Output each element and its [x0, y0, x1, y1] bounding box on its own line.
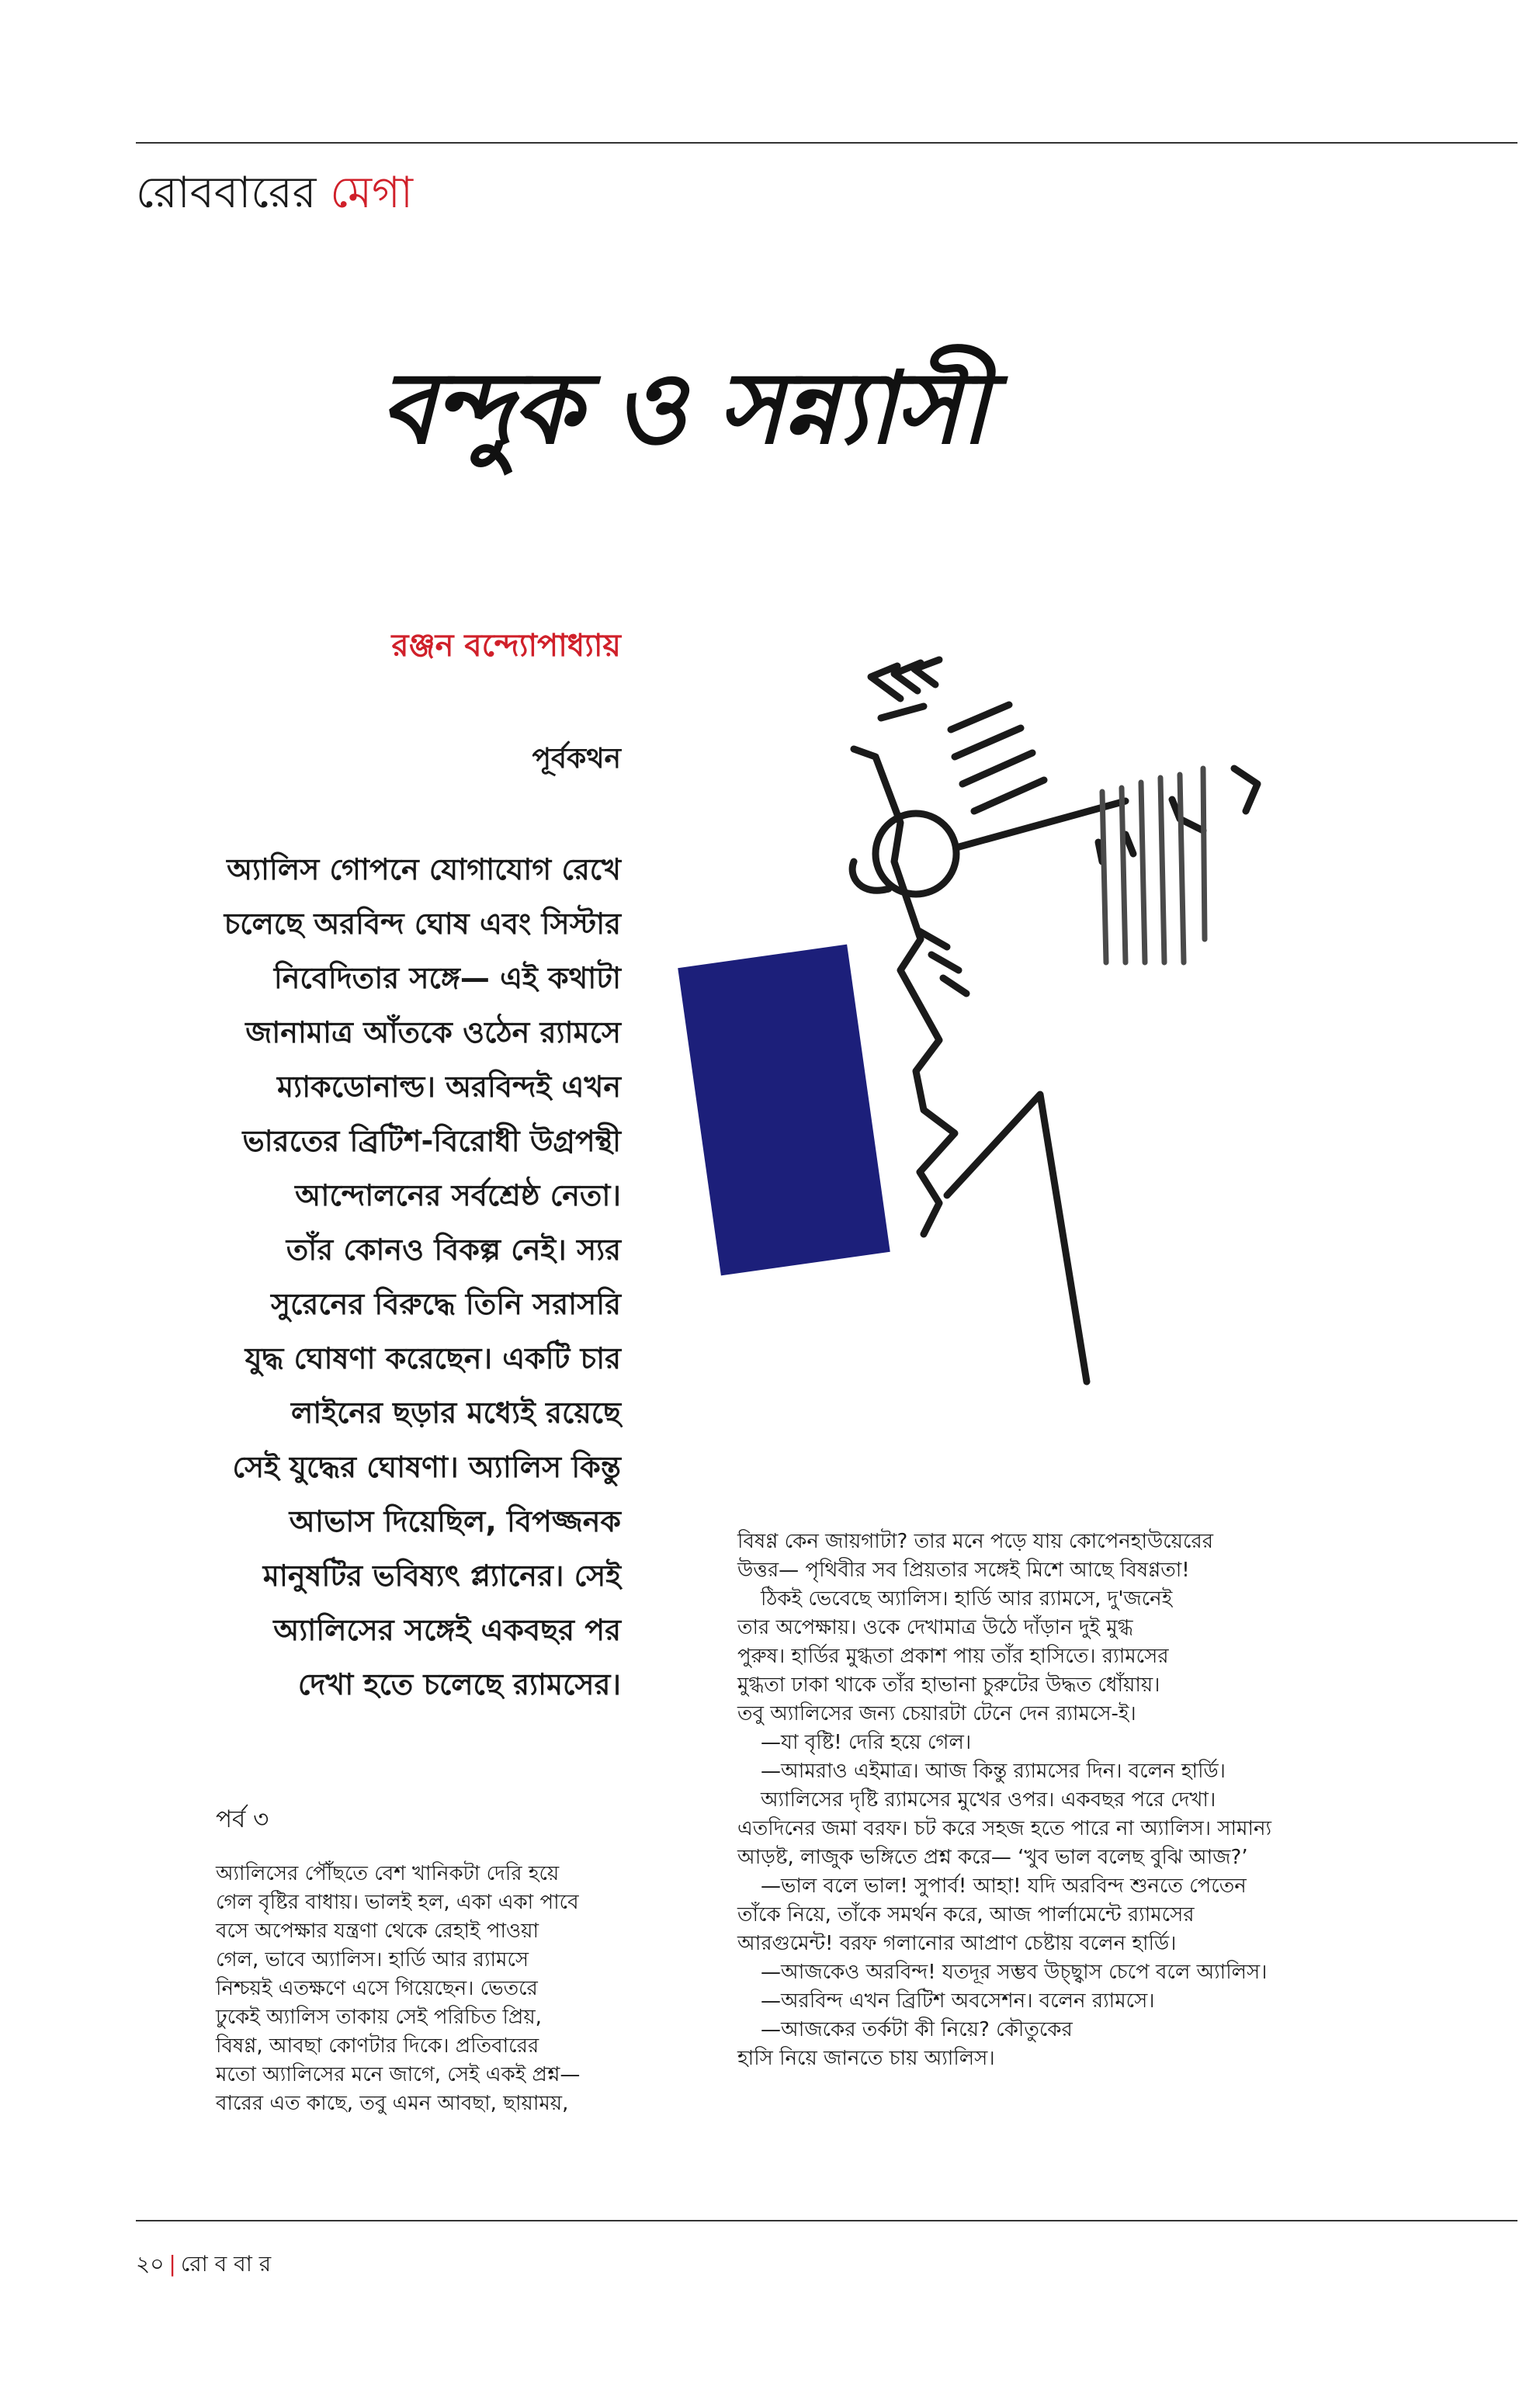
- body-line: তাঁকে নিয়ে, তাঁকে সমর্থন করে, আজ পার্লামেন্টে র‍্যামসের: [737, 1903, 1195, 1927]
- prologue-line: আভাস দিয়েছিল, বিপজ্জনক: [289, 1504, 621, 1538]
- right-column: [737, 1528, 1389, 2073]
- illustration: [668, 598, 1444, 1413]
- mustache-strokes: [920, 931, 966, 994]
- body-line: উত্তর— পৃথিবীর সব প্রিয়তার সঙ্গেই মিশে আছে বিষণ্ণতা!: [737, 1559, 1190, 1582]
- footer-separator: |: [168, 2251, 176, 2277]
- episode-label: পর্ব ৩: [216, 1805, 269, 1833]
- body-line: অ্যালিসের পৌঁছতে বেশ খানিকটা দেরি হয়ে: [216, 1862, 560, 1885]
- body-line: আড়ষ্ট, লাজুক ভঙ্গিতে প্রশ্ন করে— ‘খুব ভাল বলেছ বুঝি আজ?’: [737, 1846, 1248, 1869]
- body-line: হাসি নিয়ে জানতে চায় অ্যালিস।: [737, 2047, 995, 2070]
- body-line: —আমরাও এইমাত্র। আজ কিন্তু র‍্যামসের দিন। বলেন হার্ডি।: [761, 1760, 1226, 1783]
- section-prefix: রোববারের: [136, 168, 317, 218]
- prologue-line: অ্যালিসের সঙ্গেই একবছর পর: [273, 1613, 621, 1647]
- body-line: পুরুষ। হার্ডির মুগ্ধতা প্রকাশ পায় তাঁর হাসিতে। র‍্যামসের: [737, 1645, 1169, 1668]
- story-title: বন্দুক ও সন্ন্যাসী: [380, 351, 987, 466]
- prologue-line: চলেছে অরবিন্দ ঘোষ এবং সিস্টার: [224, 907, 621, 941]
- body-line: গেল বৃষ্টির বাধায়। ভালই হল, একা একা পাবে: [216, 1891, 579, 1914]
- top-rule: [136, 142, 1517, 144]
- body-line: আরগুমেন্ট! বরফ গলানোর আপ্রাণ চেষ্টায় বলেন হার্ডি।: [737, 1932, 1177, 1955]
- prologue-line: নিবেদিতার সঙ্গে— এই কথাটা: [273, 961, 621, 995]
- prologue-label: পূর্বকথন: [532, 743, 621, 775]
- body-line: বিষণ্ণ, আবছা কোণটার দিকে। প্রতিবারের: [216, 2034, 539, 2058]
- collar-line: [947, 1094, 1087, 1382]
- body-line: বারের এত কাছে, তবু এমন আবছা, ছায়াময়,: [216, 2092, 569, 2115]
- shading-hatch: [1102, 768, 1205, 962]
- body-line: মতো অ্যালিসের মনে জাগে, সেই একই প্রশ্ন—: [216, 2063, 581, 2086]
- body-line: —ভাল বলে ভাল! সুপার্ব! আহা! যদি অরবিন্দ শুনতে পেতেন: [761, 1875, 1247, 1898]
- bottom-rule: [136, 2220, 1517, 2221]
- detail-strokes: [1234, 768, 1257, 811]
- author-name: রঞ্জন বন্দ্যোপাধ্যায়: [391, 628, 621, 664]
- hair-stroke: [881, 706, 924, 718]
- body-line: গেল, ভাবে অ্যালিস। হার্ডি আর র‍্যামসে: [216, 1948, 529, 1972]
- blue-block: [678, 945, 890, 1276]
- section-title: [136, 166, 413, 220]
- body-line: —আজকেও অরবিন্দ! যতদূর সম্ভব উচ্ছ্বাস চেপে বলে অ্যালিস।: [761, 1961, 1268, 1984]
- body-line: এতদিনের জমা বরফ। চট করে সহজ হতে পারে না অ্যালিস। সামান্য: [737, 1817, 1272, 1840]
- body-line: মুগ্ধতা ঢাকা থাকে তাঁর হাভানা চুরুটের উদ্ধত ধোঁয়ায়।: [737, 1673, 1160, 1697]
- body-line: তার অপেক্ষায়। ওকে দেখামাত্র উঠে দাঁড়ান দুই মুগ্ধ: [737, 1616, 1133, 1639]
- prologue-line: লাইনের ছড়ার মধ্যেই রয়েছে: [290, 1396, 621, 1430]
- left-column: [216, 1860, 697, 2118]
- prologue-line: অ্যালিস গোপনে যোগাযোগ রেখে: [227, 852, 621, 886]
- prologue-line: তাঁর কোনও বিকল্প নেই। স্যর: [286, 1233, 621, 1267]
- prologue-line: সেই যুদ্ধের ঘোষণা। অ্যালিস কিন্তু: [232, 1450, 621, 1484]
- page-footer: [136, 2247, 271, 2284]
- prologue-line: যুদ্ধ ঘোষণা করেছেন। একটি চার: [245, 1341, 621, 1375]
- prologue-line: মানুষটির ভবিষ্যৎ প্ল্যানের। সেই: [262, 1559, 621, 1593]
- prologue-line: ম্যাকডোনাল্ড। অরবিন্দই এখন: [276, 1070, 621, 1104]
- prologue-line: দেখা হতে চলেছে র‍্যামসের।: [297, 1667, 621, 1701]
- prologue-line: জানামাত্র আঁতকে ওঠেন র‍্যামসে: [245, 1015, 621, 1049]
- body-line: —অরবিন্দ এখন ব্রিটিশ অবসেশন। বলেন র‍্যামসে।: [761, 1989, 1155, 2013]
- prologue-line: আন্দোলনের সর্বশ্রেষ্ঠ নেতা।: [295, 1178, 621, 1212]
- prologue-line: সুরেনের বিরুদ্ধে তিনি সরাসরি: [271, 1287, 621, 1321]
- body-line: —আজকের তর্কটা কী নিয়ে? কৌতুকের: [761, 2018, 1073, 2041]
- eyeglass-lens: [876, 813, 956, 894]
- detail-strokes: [1172, 799, 1203, 831]
- body-line: তবু অ্যালিসের জন্য চেয়ারটা টেনে দেন র‍্যামসে-ই।: [737, 1702, 1136, 1725]
- body-line: বসে অপেক্ষার যন্ত্রণা থেকে রেহাই পাওয়া: [216, 1920, 539, 1943]
- prologue-line: ভারতের ব্রিটিশ-বিরোধী উগ্রপন্থী: [242, 1124, 621, 1158]
- publication-name: রো ব বা র: [180, 2251, 272, 2277]
- body-line: —যা বৃষ্টি! দেরি হয়ে গেল।: [761, 1731, 972, 1754]
- prologue-text: [85, 842, 621, 1712]
- body-line: নিশ্চয়ই এতক্ষণে এসে গিয়েছেন। ভেতরে: [216, 1977, 538, 2000]
- body-line: অ্যালিসের দৃষ্টি র‍্যামসের মুখের ওপর। একবছর পরে দেখা।: [761, 1788, 1216, 1812]
- body-line: ঢুকেই অ্যালিস তাকায় সেই পরিচিত প্রিয়,: [216, 2006, 542, 2029]
- body-line: ঠিকই ভেবেছে অ্যালিস। হার্ডি আর র‍্যামসে, দু'জনেই: [761, 1587, 1173, 1611]
- body-line: বিষণ্ণ কেন জায়গাটা? তার মনে পড়ে যায় কোপেনহাউয়েরের: [737, 1530, 1214, 1553]
- section-accent: মেগা: [330, 168, 414, 218]
- brow-strokes: [951, 705, 1044, 811]
- page-number: ২০: [136, 2251, 165, 2277]
